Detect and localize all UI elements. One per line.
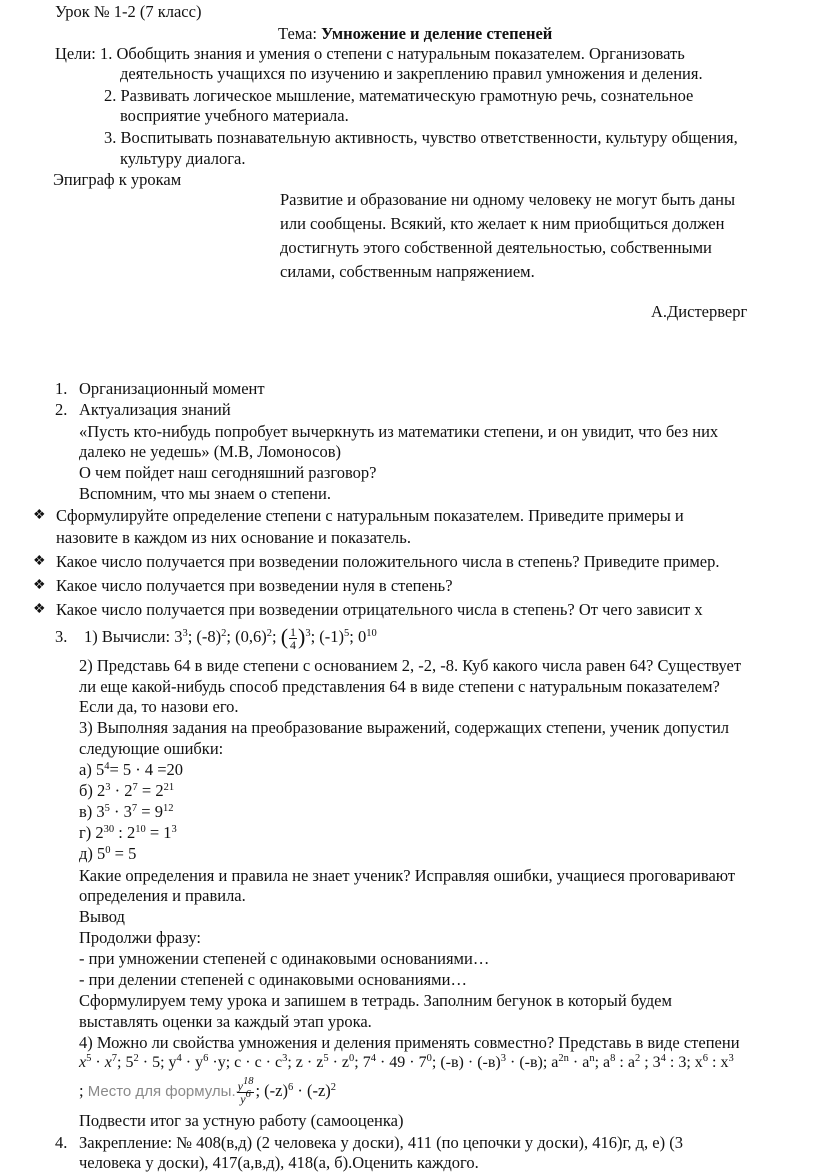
fraction-one-quarter: $\frac{1}{4}$ xyxy=(290,624,297,652)
epigraph-label: Эпиграф к урокам xyxy=(53,170,182,189)
bullet-3: Какое число получается при возведении нуля в степень? xyxy=(56,576,453,595)
item-2-number: 2. xyxy=(55,400,68,419)
epigraph-line-2: или сообщены. Всякий, кто желает к ним приобщиться должен xyxy=(280,214,725,233)
goals-label: Цели: xyxy=(55,44,96,63)
diamond-bullet-icon: ❖ xyxy=(33,578,46,593)
diamond-bullet-icon: ❖ xyxy=(33,602,46,617)
goal-3a: 3. Воспитывать познавательную активность, чувство ответственности, культуру общения, xyxy=(104,128,738,147)
calc-line: 1) Вычисли: $3^3$; $(-8)^2$; $(0,6)^2$; ( $\frac{1}{4}$ )$^3$; $(-1)^5$; $0^{10}$ xyxy=(84,624,377,652)
topic-label: Тема: xyxy=(278,24,318,43)
rule-divide: - при делении степеней с одинаковыми основаниями… xyxy=(79,970,467,989)
error-e: д) $5^0 = 5$ xyxy=(79,844,137,863)
epigraph-line-1: Развитие и образование ни одному человеку не могут быть даны xyxy=(280,190,736,209)
comment-2: определения и правила. xyxy=(79,886,246,905)
item-1-text: Организационный момент xyxy=(79,379,265,398)
bullet-4: Какое число получается при возведении отрицательного числа в степень? От чего зависит х xyxy=(56,600,703,619)
topic-title: Умножение и деление степеней xyxy=(321,24,553,43)
item-1-number: 1. xyxy=(55,379,68,398)
error-b: б) $2^3 \cdot 2^7 = 2^{21}$ xyxy=(79,781,175,800)
epigraph-line-3: достигнуть этого собственной деятельностью, собственными xyxy=(280,238,712,257)
item-4-line-1: Закрепление: № 408(в,д) (2 человека у доски), 411 (по цепочки у доски), 416)г, д, е) (3 xyxy=(79,1133,683,1152)
continue-phrase: Продолжи фразу: xyxy=(79,928,202,947)
item-4-line-2: человека у доски), 417(а,в,д), 418(а, б).Оценить каждого. xyxy=(79,1153,479,1172)
topic-note-1: Сформулируем тему урока и запишем в тетрадь. Заполним бегунок в который будем xyxy=(79,991,672,1010)
conclusion-label: Вывод xyxy=(79,907,125,926)
question-topic: О чем пойдет наш сегодняшний разговор? xyxy=(79,463,377,482)
quote-line-2: далеко не уедешь» (М.В, Ломоносов) xyxy=(79,442,342,461)
item-3-number: 3. xyxy=(55,627,68,646)
goal-2b: восприятие учебного материала. xyxy=(120,106,349,125)
diamond-bullet-icon: ❖ xyxy=(33,554,46,569)
fraction-y18-over-y6: $\frac{y^{18}}{y^6}$ xyxy=(237,1075,254,1106)
lesson-number: Урок № 1-2 (7 класс) xyxy=(55,2,202,21)
item-2-text: Актуализация знаний xyxy=(79,400,231,419)
task-4: 4) Можно ли свойства умножения и деления применять совместно? Представь в виде степени xyxy=(79,1033,740,1052)
goal-1b: деятельность учащихся по изучению и закреплению правил умножения и деления. xyxy=(120,64,703,83)
bullet-1a: Сформулируйте определение степени с натуральным показателем. Приведите примеры и xyxy=(56,506,684,525)
goal-3b: культуру диалога. xyxy=(120,149,246,168)
task-3b: следующие ошибки: xyxy=(79,739,224,758)
goal-2a: 2. Развивать логическое мышление, математическую грамотную речь, сознательное xyxy=(104,86,694,105)
rule-multiply: - при умножении степеней с одинаковыми основаниями… xyxy=(79,949,490,968)
error-c: в) $3^5 \cdot 3^7 = 9^{12}$ xyxy=(79,802,174,821)
topic-line xyxy=(278,24,552,44)
task-2c: Если да, то назови его. xyxy=(79,697,239,716)
goals-line-1 xyxy=(55,44,685,64)
bullet-2: Какое число получается при возведении положительного числа в степень? Приведите пример. xyxy=(56,552,720,571)
recall-text: Вспомним, что мы знаем о степени. xyxy=(79,484,331,503)
task-3a: 3) Выполняя задания на преобразование выражений, содержащих степени, ученик допустил xyxy=(79,718,730,737)
quote-line-1: «Пусть кто-нибудь попробует вычеркнуть из математики степени, и он увидит, что без них xyxy=(79,422,719,441)
task-4-expressions-2: ; Место для формулы. $\frac{y^{18}}{y^6}$ ; $(-z)^6 \cdot (-z)^2$ xyxy=(79,1075,337,1106)
diamond-bullet-icon: ❖ xyxy=(33,508,46,523)
item-4-number: 4. xyxy=(55,1133,68,1152)
task-2a: 2) Представь 64 в виде степени с основанием 2, -2, -8. Куб какого числа равен 64? Существует xyxy=(79,656,742,675)
topic-note-2: выставлять оценки за каждый этап урока. xyxy=(79,1012,372,1031)
comment-1: Какие определения и правила не знает ученик? Исправляя ошибки, учащиеся проговаривают xyxy=(79,866,736,885)
task-4-expressions: $x^5 \cdot x^7$; $5^2 \cdot 5$; $y^4 \cdot y^6 \cdot y$; $c \cdot c \cdot c^3$; $z \cdot z^5 \cdot z^0$; $7^4 \cdot 49 \cdot 7^0$; $(-в) \cdot (-в)^3 \cdot (-в)$; $a^{2n} \cdot a^n$; $a^8$ : $a^2$ ; $3^4$ : 3; $x^6$ : $x^3$ xyxy=(79,1053,734,1071)
formula-placeholder[interactable]: Место для формулы. xyxy=(87,1083,236,1100)
goal-1a: 1. Обобщить знания и умения о степени с натуральным показателем. Организовать xyxy=(100,44,685,63)
bullet-1b: назовите в каждом из них основание и показатель. xyxy=(56,528,411,547)
task-2b: ли еще какой-нибудь способ представления 64 в виде степени с натуральным показателем? xyxy=(79,677,720,696)
summary-text: Подвести итог за устную работу (самооценка) xyxy=(79,1111,404,1130)
epigraph-author: А.Дистерверг xyxy=(651,302,748,321)
epigraph-line-4: силами, собственным напряжением. xyxy=(280,262,535,281)
calc-label: 1) Вычисли: xyxy=(84,627,171,646)
error-d: г) $2^{30}$ : $2^{10} = 1^3$ xyxy=(79,823,177,842)
error-a: а) $5^4= 5 \cdot 4 =20$ xyxy=(79,760,184,779)
